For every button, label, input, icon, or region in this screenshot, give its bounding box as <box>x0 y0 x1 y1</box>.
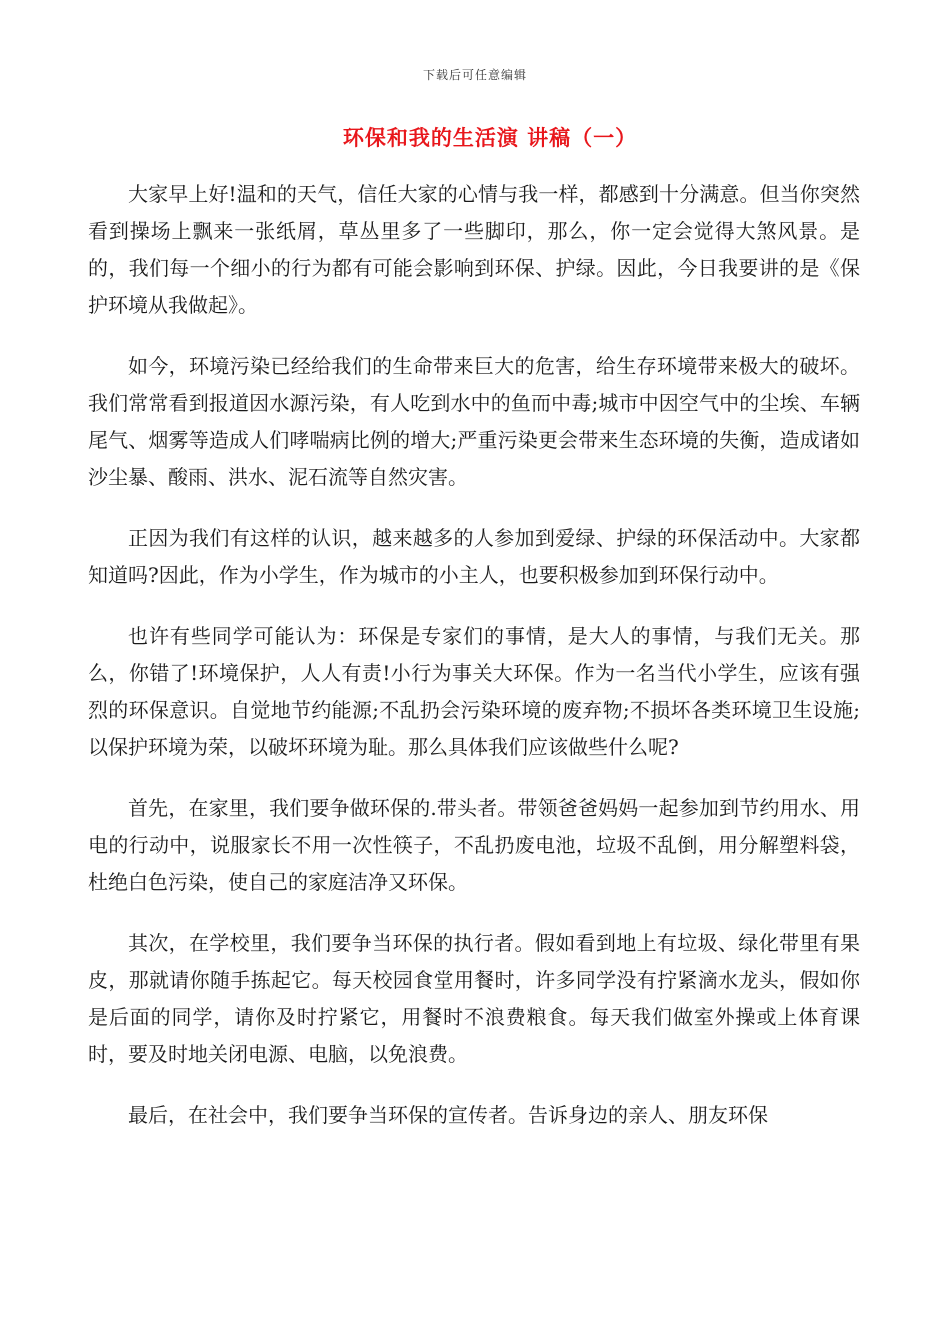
paragraph-2: 如今，环境污染已经给我们的生命带来巨大的危害，给生存环境带来极大的破坏。我们常常看到报道因水源污染，有人吃到水中的鱼而中毒;城市中因空气中的尘埃、车辆尾气、烟雾等造成人们哮喘病比例的增大;严重污染更会带来生态环境的失衡，造成诸如沙尘暴、酸雨、洪水、泥石流等自然灾害。 <box>88 354 860 489</box>
paragraph-1: 大家早上好!温和的天气，信任大家的心情与我一样，都感到十分满意。但当你突然看到操场上飘来一张纸屑，草丛里多了一些脚印，那么，你一定会觉得大煞风景。是的，我们每一个细小的行为都有可能会影响到环保、护绿。因此，今日我要讲的是《保护环境从我做起》。 <box>88 182 860 317</box>
paragraph-5: 首先，在家里，我们要争做环保的.带头者。带领爸爸妈妈一起参加到节约用水、用电的行动中，说服家长不用一次性筷子，不乱扔废电池，垃圾不乱倒，用分解塑料袋，杜绝白色污染，使自己的家庭洁净又环保。 <box>88 796 860 894</box>
paragraph-7: 最后，在社会中，我们要争当环保的宣传者。告诉身边的亲人、朋友环保 <box>128 1103 768 1127</box>
paragraph-4: 也许有些同学可能认为：环保是专家们的事情，是大人的事情，与我们无关。那么，你错了!环境保护，人人有责!小行为事关大环保。作为一名当代小学生，应该有强烈的环保意识。自觉地节约能源;不乱扔会污染环境的废弃物;不损坏各类环境卫生设施;以保护环境为荣，以破坏环境为耻。那么具体我们应该做些什么呢? <box>88 624 860 759</box>
document-body <box>88 176 860 1158</box>
paragraph-3: 正因为我们有这样的认识，越来越多的人参加到爱绿、护绿的环保活动中。大家都知道吗?因此，作为小学生，作为城市的小主人，也要积极参加到环保行动中。 <box>88 526 860 587</box>
paragraph-6: 其次，在学校里，我们要争当环保的执行者。假如看到地上有垃圾、绿化带里有果皮，那就请你随手拣起它。每天校园食堂用餐时，许多同学没有拧紧滴水龙头，假如你是后面的同学，请你及时拧紧它，用餐时不浪费粮食。每天我们做室外操或上体育课时，要及时地关闭电源、电脑，以免浪费。 <box>88 931 860 1066</box>
page-title: 环保和我的生活演 讲稿（一） <box>342 125 638 150</box>
header-note: 下载后可任意编辑 <box>422 68 527 82</box>
